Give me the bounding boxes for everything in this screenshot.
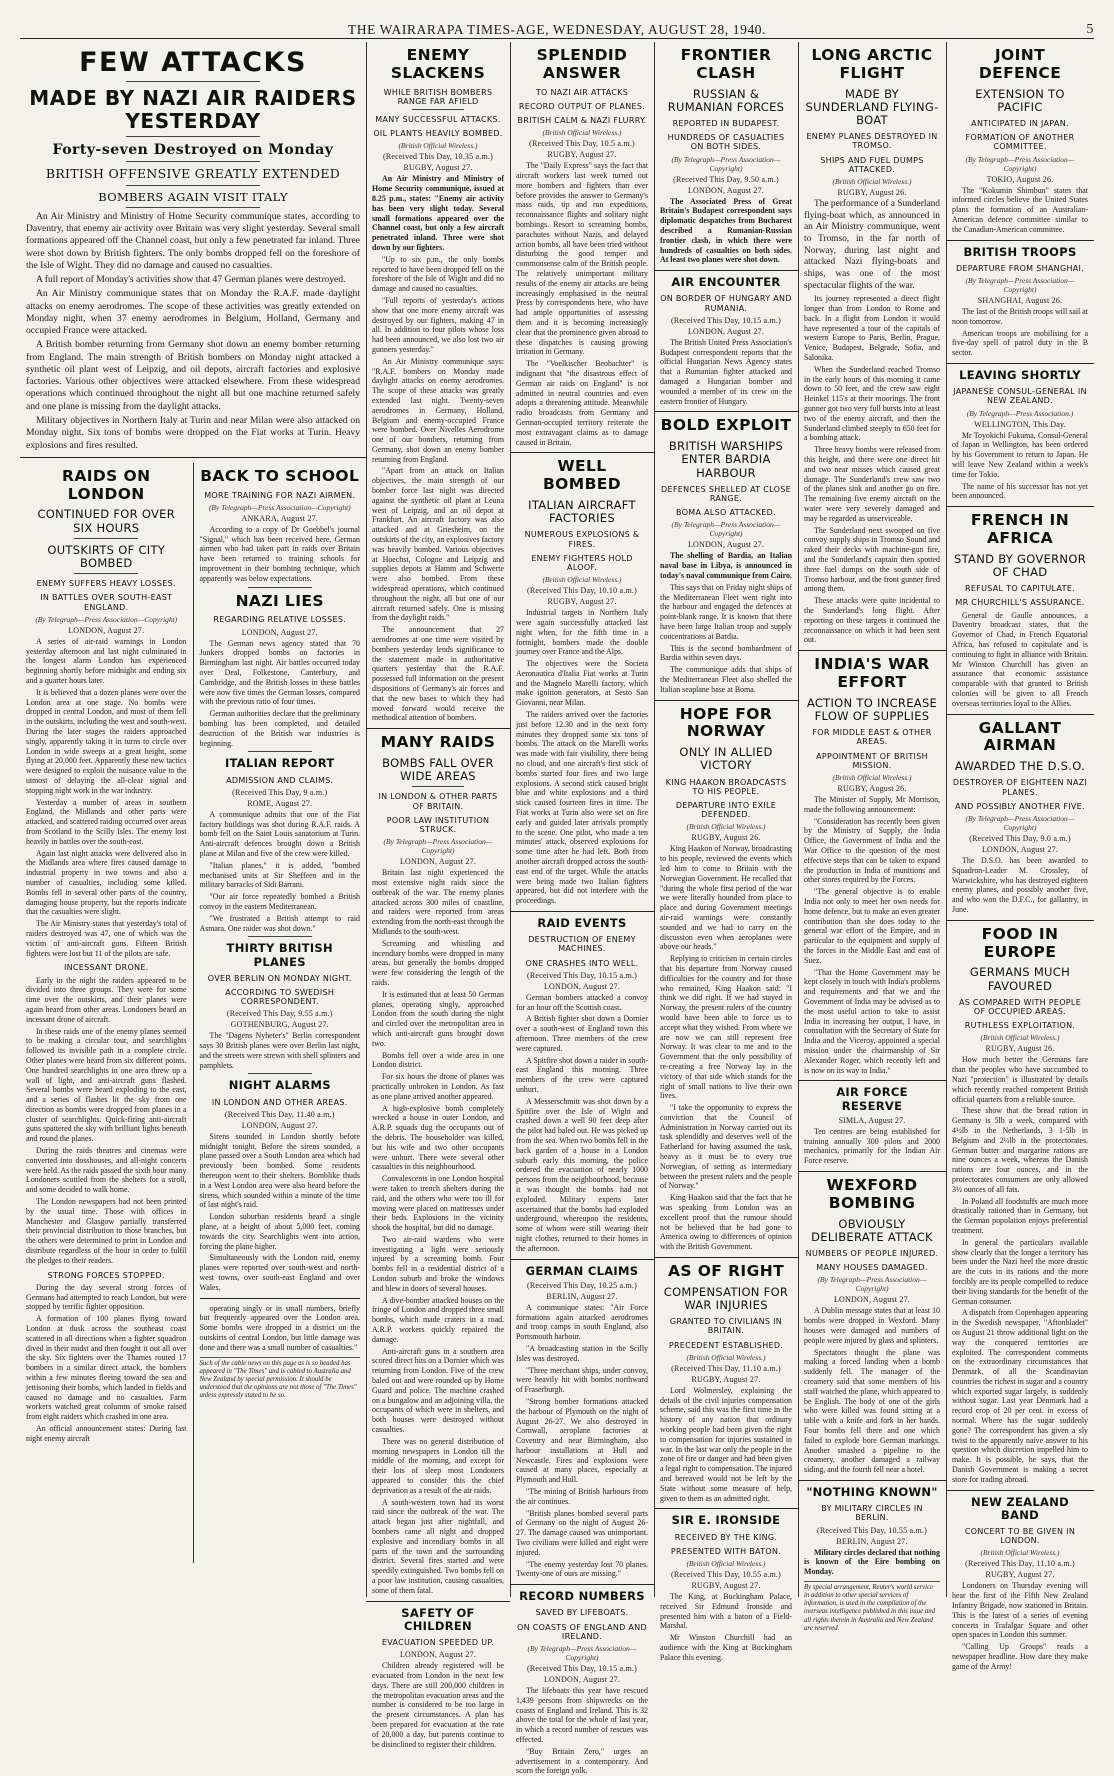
headline: "NOTHING KNOWN" — [806, 1484, 938, 1499]
article-body: An Air Ministry and Ministry of Home Security communique states, according to Daventry, that enemy air activity over Britain was very slight yesterday. Several small formations appeared off the Channel coast, but only a few penetrated far inland. Three were shot down by British fighters. The only bombs dropped fell on the foreshore of the Isle of Wight. They did no damage and caused no casualties. A full report of Monday's activities show that 47 German planes were destroyed. An Air Ministry communique states that on Monday the R.A.F. made daylight attacks on enemy aerodromes. The scope of these activities was greatly extended on Monday night, when 37 enemy aerodromes in Belgium, Holland, Germany and occupied France were attacked. A British bomber returning from Germany shot down an enemy bomber returning from England. The main strength of British bombers on Monday night attacked a synthetic oil plant west of Leipzig, and oil depots, aircraft factories and explosive factories. Various other objectives were attacked elsewhere. From these widespread operations which continued throughout the night all but one machine returned safely and one plane is missing from the daylight attacks. Military objectives in Northern Italy at Turin and near Milan were also attacked on Monday night. Six tons of bombs were dropped on the Fiat works at Turin. Heavy explosions and fires resulted. — [26, 210, 360, 451]
headline: BRITISH TROOPS — [963, 244, 1077, 259]
reuter-note: By special arrangement, Reuter's world service in addition to other special services of information, is used in the compilation of the overseas intelligence published in this issue and all rights therein in Australia and New Zealand are reserved. — [804, 1581, 940, 1633]
article-raid-events: RAID EVENTS DESTRUCTION OF ENEMY MACHINES. ONE CRASHES INTO WELL. (Received This Day, 10.15 a.m.) LONDON, August 27. German bombers attacked a convoy for an hour off the Scottish coast. A British fighter shot down a Dornier over a south-west of England town this afternoon. Three members of the crew were captured. A Spitfire shot down a raider in south-east England this morning. Three members of the crew were captured unhurt. A Messerschmitt was shot down by a Spitfire over the Isle of Wight and crashed down a well 90 feet deep after the pilot had baled out. He was picked up from the sea. When two bombs fell in the back garden of a house in a London suburb early this morning, the police ordered the evacuation of nearly 1000 persons from the neighbourhood, because it was thought the bombs had not exploded. Military experts later ascertained that the bombs had exploded underground, whereupon the residents, some of whom were still wearing their night clothes, returned to their homes in the afternoon. — [516, 916, 648, 1253]
headline: RAID EVENTS — [537, 916, 627, 931]
article-long-arctic-flight: LONG ARCTIC FLIGHT MADE BY SUNDERLAND FLYING-BOAT ENEMY PLANES DESTROYED IN TROMSO. SHIPS AND FUEL DUMPS ATTACKED. (British Official Wireless.) RUGBY, August 26. The performance of a Sunderland flying-boat which, as announced in an Air Ministry communique, went to Tromso, in the far north of Norway, during last night and attacked Nazi flying-boats and ships, was one of the most spectacular flights of the war. Its journey represented a direct flight longer than from London to Rome and back. In a flight from London it would have represented a tour of the capitals of western Europe to Paris, Berlin, Prague, Venice, Budapest, Belgrade, Sofia, and Salonika. When the Sunderland reached Tromso in the early hours of this morning it came down to 50 feet, and the crew saw eight Heinkel 115's at their moorings. The front gunner got two very full bursts into at least two of the enemy aircraft, and then the Sunderland climbed steeply to 650 feet for a bombing attack. Three heavy bombs were released from this height, and there were one direct hit and two near misses which caused great damage. The Sunderland's crew saw two of the planes sink and another go on fire. The remaining five enemy aircraft on the water were very severely damaged and may be regarded as unserviceable. The Sunderland next swooped on five convoy supply ships in Tromso Sound and raked their decks with machine-gun fire, and the Sunderland's captain then spotted three fuel dumps on the south side of Tromso harbour, and the front gunner fired among them. These attacks were quite incidental to the Sunderland's long flight. After reporting on these targets it continued the reconnaissance on which it had been sent out. — [804, 46, 940, 645]
article-well-bombed: WELL BOMBED ITALIAN AIRCRAFT FACTORIES NUMEROUS EXPLOSIONS & FIRES. ENEMY FIGHTERS HOLD ALOOF. (British Official Wireless.) (Received This Day, 10.10 a.m.) RUGBY, August 27. Industrial targets in Northern Italy were again successfully attacked last night when, for the fifth time in a fortnight, bombers made the double journey over France and the Alps. The objectives were the Societa Aeronautica d'Italia Fiat works at Turin and the Magnelo Marelli factory, which make ignition generators, at Sesto San Giovanni, near Milan. The raiders arrived over the factories just before 12.30 and in the next forty minutes they dropped some six tons of bombs. The attack on the Marelli works was made with fair visibility, there being no cloud, and one aircraft's first stick of bombs started four fires and two large explosions. A second stick caused bright blue and white explosions and a third stick caused fourteen fires in time. The Fiat works at Turin also were set on fire early and guided later arrivals promptly to the scene. One pilot, who made a ten minutes' attack, observed explosions for some time after he had left. Both from another aircraft dropped across the south-east end of the target. While the attacks were being made two Italian fighters appeared, but did not interfere with the proceedings. — [516, 457, 648, 906]
article-nazi-lies: NAZI LIES REGARDING RELATIVE LOSSES. LONDON, August 27. The German news agency stated that 70 Junkers dropped bombs on factories in Birmingham last night. Air battles occurred today over Deal, Folkestone, Canterbury, and Cambridge, and the British losses in these battles were now five times the German losses, compared with the previous ratio of four times. German authorities declare that the preliminary bombing has been completed, and detailed destruction of the British war industries is beginning. — [199, 591, 360, 748]
headline: NEW ZEALAND BAND — [971, 1494, 1069, 1522]
headline: ENEMY SLACKENS — [390, 46, 486, 82]
headline: RECORD NUMBERS — [519, 1589, 645, 1604]
headline: FEW ATTACKS — [79, 47, 307, 78]
article-safety-of-children: SAFETY OF CHILDREN EVACUATION SPEEDED UP. LONDON, August 27. Children already registered will be evacuated from London in the next few days. There are still 200,000 children in the metropolitan evacuation areas and the number is considered to be too large in the present circumstances. A plan has been prepared for evacuation at the rate of 20,000 a day, but parents continue to be disinclined to register their children. — [372, 1605, 504, 1749]
headline: SIR E. IRONSIDE — [671, 1513, 781, 1528]
article-nothing-known: "NOTHING KNOWN" BY MILITARY CIRCLES IN BERLIN. (Received This Day, 10.55 a.m.) BERLIN, August 27. Military circles declared that nothing is known of the Eire bombing on Monday. By special arrangement, Reuter's world service in addition to other special services of information, is used in the compilation of the overseas intelligence published in this issue and all rights therein in Australia and New Zealand are reserved. — [804, 1484, 940, 1632]
article-food-in-europe: FOOD IN EUROPE GERMANS MUCH FAVOURED AS COMPARED WITH PEOPLE OF OCCUPIED AREAS. RUTHLESS EXPLOITATION. (British Official Wireless.) RUGBY, August 26. How much better the Germans fare than the peoples who have succumbed to Nazi "protection" is illustrated by details which recently reached competent British official quarters from a reliable source. These show that the bread ration in Germany is 5lb a week, compared with 4½lb in the Netherlands, 3 1-5lb in Belgium and 2½lb in the protectorates. German butter and margarine rations are nine ounces a week, whereas the Danish rations are four ounces, and in the protectorates consumers are only allowed 3½ ounces of all fats. In Poland all foodstuffs are much more drastically rationed than in Germany, but the German population enjoys preferential treatment. In general the particulars available show clearly that the longer a territory has been under the Nazi heel the more drastic are the cuts in its rations and the more forcibly are its people compelled to reduce their living standards for the benefit of the German consumer. A dispatch from Copenhagen appearing in the Swedish newspaper, "Aftonbladet" on August 21 throw additional light on the way the conquered territories are exploited. The correspondent comments on the extraordinary circumstances that Denmark, of all the Scandinavian countries the richest in sugar and a country which exported sugar largely, is suddenly without sugar. Last year Denmark had a record crop of 20 per cent. in excess of normal. Where has the sugar suddenly gone? The correspondent has given a sly twist to the apparently naive answer to his question which discretion impelled him to make. It is possible, he says, that the Danish Government is making a secret store for trading abroad. — [952, 924, 1088, 1484]
article-splendid-answer: SPLENDID ANSWER TO NAZI AIR ATTACKS RECORD OUTPUT OF PLANES. BRITISH CALM & NAZI FLURRY. (British Official Wireless.) (Received This Day, 10.5 a.m.) RUGBY, August 27. The "Daily Express" says the fact that aircraft workers last week turned out more bombers and fighters than ever before provides the answer to Germany's mass raids, tip and run expeditions, reconnaissance flights and solitary night bombings. Resort to screaming bombs, parachutes without Nazis, and delayed action bombs, all have been tried without disturbing the good temper and commonsense calm of the British people. The relatively unimportant military results of the enemy air attacks are being increasingly emphasised in the neutral Press by correspondents here, who have had ample opportunities of assessing them and it is becoming increasingly clear that the prominence given abroad to these dispatches is causing growing irritation in Germany. The "Voelkischer Beobachter" is indignant that "the disastrous effect of German air raids on England" is not admitted in neutral countries and even adopts a threatening attitude. Meanwhile radio broadcasts from Germany and German-occupied territory reiterate the most extravagant claims as to damage caused in Britain. — [516, 46, 648, 447]
article-new-zealand-band: NEW ZEALAND BAND CONCERT TO BE GIVEN IN LONDON. (British Official Wireless.) (Received This Day, 11.10 a.m.) RUGBY, August 27. Londoners on Thursday evening will hear the first of the Fifth New Zealand Infantry Brigade, now stationed in Britain. This is the latest of a series of evening concerts in Trafalgar Square and other open spaces in London this summer. "Calling Up Groups" reads a newspaper headline. How dare they make game of the Army! — [952, 1494, 1088, 1671]
article-back-to-school: BACK TO SCHOOL MORE TRAINING FOR NAZI AIRMEN. (By Telegraph—Press Association—Copyright) ANKARA, August 27. According to a copy of Dr Goebbel's journal "Signal," which has been received here, German airmen who had taken part in raids over Britain have been returned to training schools for improvement in their bombing technique, which apparently was below expectations. — [199, 466, 360, 583]
article-enemy-slackens: ENEMY SLACKENS WHILE BRITISH BOMBERS RANGE FAR AFIELD MANY SUCCESSFUL ATTACKS. OIL PLANTS HEAVILY BOMBED. (British Official Wireless.) (Received This Day, 10.35 a.m.) RUGBY, August 27. An Air Ministry and Ministry of Home Security communique, issued at 8.25 p.m., states: "Enemy air activity has been very slight today. Several small formations appeared over the Channel coast, but only a few aircraft penetrated inland. Three were shot down by our fighters. "Up to six p.m., the only bombs reported to have been dropped fell on the foreshore of the Isle of Wight and did no damage and caused no casualties. "Full reports of yesterday's actions show that one more enemy aircraft was destroyed by our fighters, making 47 in all. In addition to four pilots whose loss had been announced, we also lost two air gunners yesterday." An Air Ministry communique says: "R.A.F. bombers on Monday made daylight attacks on enemy aerodromes. The scope of these attacks was greatly extended last night. Twenty-seven aerodromes in Germany, Holland, Belgium and enemy-occupied France were bombed. Over Nivelles Aerodrome one of our bombers, returning from Germany, shot down an enemy bomber returning from England. "Apart from an attack on Italian objectives, the main strength of our bomber force last night was directed against the synthetic oil plant at Leuna west of Leipzig, and an oil depot at Frankfurt. An aircraft factory was also attacked and at Griesheim, on the outskirts of the city, an explosives factory was heavily bombed. Various objectives at Hoechst, Cologne and Leipzig and supplies depots at Hamm and Schwerte were also bombed. From these widespread operations, which continued throughout the night, all but one of our aircraft returned safely. One is missing from the daylight raids." The announcement that 27 aerodromes at one time were visited by bombers yesterday lends significance to the statement made in authoritative quarters yesterday that the R.A.F. possessed full information on the present dispositions of Germany's air forces and that the new bases to which they had moved forward would receive the methodical attention of bombers. — [372, 46, 504, 723]
headline: BOLD EXPLOIT — [660, 416, 792, 435]
article-many-raids: MANY RAIDS BOMBS FALL OVER WIDE AREAS IN LONDON & OTHER PARTS OF BRITAIN. POOR LAW INSTITUTION STRUCK. (By Telegraph—Press Association—Copyright) LONDON, August 27. Britain last night experienced the most extensive night raids since the outbreak of the war. The enemy planes attacked across 300 miles of coastline, and raiders were reported from areas extending from the north-east through the Midlands to the south-west. Screaming and whistling and incendiary bombs were dropped in many areas, but generally the bombs dropped were few considering the length of the raids. It is estimated that at least 50 German planes, operating singly, approached London from the south during the night and circled over the metropolitan area in which anti-aircraft guns brought down two. Bombs fell over a wide area in one London district. For six hours the drone of planes was practically unbroken in London. As fast as one plane arrived another appeared. A high-explosive bomb completely wrecked a house in outer London, and A.R.P. squads dug the occupants out of the debris. The householder was killed, but his wife and two other occupants were unhurt. There were several other casualties in this neighbourhood. Convalescents in one London hospital were taken to trench shelters during the raid, and the others who were too ill for moving were placed on mattresses under their beds. Explosions in the vicinity shook the hospital, but did no damage. Two air-raid wardens who were investigating a light were seriously injured by a screaming bomb. Four bombs fell in a residential district of a London suburb and broke the windows and blew in doors of several houses. A dive-bomber attacked houses on the fringe of London and dropped three small bombs, which made craters in a road. A.R.P. workers quickly repaired the damage. Anti-aircraft guns in a southern area scored direct hits on a Dornier which was returning from London. Five of the crew baled out and were rounded up by Home Guard and police. The machine crashed on a bungalow and an adjoining villa, the occupants of which were in shelters, and both houses were destroyed without casualties. There was no general distribution of morning newspapers in London till the middle of the morning, and except for their lots of sleep most Londoners appeared to consider this the chief deprivation as a result of the air raids. A south-western town had its worst raid since the outbreak of the war. The attack began just after nightfall, and bombers came all night and dropped explosive and incendiary bombs in all parts of the town and the surrounding district. Several fires started and were speedily extinguished. Two bombs fell on a poor law institution, causing casualties, some of them fatal. — [372, 733, 504, 1595]
column-3 — [366, 42, 511, 1749]
headline: WELL BOMBED — [542, 457, 622, 494]
headline: GERMAN CLAIMS — [525, 1263, 639, 1278]
headline: BACK TO SCHOOL — [200, 466, 360, 485]
article-thirty-british-planes: THIRTY BRITISH PLANES OVER BERLIN ON MONDAY NIGHT. ACCORDING TO SWEDISH CORRESPONDENT. (Received This Day, 9.55 a.m.) GOTHENBURG, August 27. The "Dagens Nyheter's" Berlin correspondent says 30 British planes were over Berlin last night, and the streets were strewn with shell splinters and pamphlets. — [199, 941, 360, 1070]
masthead — [20, 12, 1094, 39]
article-hope-for-norway: HOPE FOR NORWAY ONLY IN ALLIED VICTORY KING HAAKON BROADCASTS TO HIS PEOPLE. DEPARTURE INTO EXILE DEFENDED. (British Official Wireless.) RUGBY, August 26. King Haakon of Norway, broadcasting to his people, reviewed the events which led him to come to Britain with the Norwegian Government. He recalled that "during the whole first period of the war we were literally hounded from place to place and during Government meetings air-raid warnings were constantly sounded and we had to carry on the discussion even when aeroplanes were above our heads." Replying to criticism in certain circles that his departure from Norway caused difficulties for the country and for those who remained, King Haakon said: "I think we did right. If we had stayed in Norway, the present rulers of the country would have been able to force us to accept what they wished. From where we are now we can still represent free Norway. It was clear to me and to the Government that the only possibility of re-creating a free Norway lay in the victory of that side which stands for the right of small nations to live their own lives. "I take the opportunity to express the conviction that the Council of Administration in Norway carried out its task splendidly and deserves well of the Fatherland for having assumed the task, heavy as it must be to every true Norwegian, of setting as intermediary between the present rulers and the people of Norway." King Haakon said that the fact that he was speaking from London was an excellent proof that the rumour should not be believed that he had gone to America owing to differences of opinion with the British Government. — [660, 704, 792, 1252]
newspaper-page — [20, 42, 1094, 1776]
article-wexford-bombing: WEXFORD BOMBING OBVIOUSLY DELIBERATE ATTACK NUMBERS OF PEOPLE INJURED. MANY HOUSES DAMAGED. (By Telegraph—Press Association—Copyright) LONDON, August 27. A Dublin message states that at least 10 bombs were dropped in Wexford. Many houses were damaged and numbers of people were injured by glass and splinters. Spectators thought the plane was making a forced landing when a bomb suddenly fell. The manager of the creamery said that some members of his staff watched the plane, which appeared to be English. The body of one of the girls who were killed was found sitting at a table with a knife and fork in her hands. Four bombs fell there and one which failed to explode bore German markings. Another smashed a pipeline to the creamery, another damaged a railway siding, and the fourth fell near a hotel. — [804, 1175, 940, 1475]
article-body: A series of air-raid warnings in London yesterday afternoon and last night culminated in the longest alarm London has experienced beginning shortly before midnight and ending six and a quarter hours later. It is believed that a dozen planes were over the London area at one stage. No bombs were dropped in central London, and most of them fell in the outskirts, including the west and south-west. During the later stages the raiders approached singly, apparently taking it in turns to circle over London in wide sweeps at a great height, some flying at 20,000 feet. Apparently these new tactics were designed to exploit the nuisance value to the utmost of delaying the all-clear signal and stopping night work in the war industry. Yesterday a number of areas in southern England, the Midlands and other parts were attacked, and scattered raiding occurred over areas from Scotland to the Scilly Isles. The enemy lost heavily in battles over the south-east. Again last night attacks were delivered also in the Midlands area where fires caused damage to industrial property in two towns and also a number of casualties, including some killed. Bombs fell in several other parts of the country, damaging house property, but the reports indicate that the casualties were slight. The Air Ministry states that yesterday's total of raiders destroyed was 47, one of which was the victim of anti-aircraft guns. Fifteen British fighters were lost but 11 of the pilots are safe. — [26, 636, 187, 958]
headline: FRENCH IN AFRICA — [970, 511, 1070, 547]
headline: THIRTY BRITISH PLANES — [226, 941, 333, 969]
article-few-attacks — [20, 47, 366, 452]
headline: LEAVING SHORTLY — [959, 368, 1081, 382]
article-as-of-right: AS OF RIGHT COMPENSATION FOR WAR INJURIES GRANTED TO CIVILIANS IN BRITAIN. PRECEDENT ESTABLISHED. (British Official Wireless.) (Received This Day, 11.10 a.m.) RUGBY, August 27. Lord Wolmersley, explaining the details of the civil injuries compensation scheme, said this was the first time in the history of any nation that ordinary working people had been given the right to compensation for injuries sustained in war. In the last war only the people in the zone of fire or danger and had been given a legal right to compensation. The injured and bereaved would not be left by the State without some measure of help, given to them as an admitted right. — [660, 1262, 792, 1503]
article-gallant-airman: GALLANT AIRMAN AWARDED THE D.S.O. DESTROYER OF EIGHTEEN NAZI PLANES. AND POSSIBLY ANOTHER FIVE. (By Telegraph—Press Association—Copyright) (Received This Day, 9.0 a.m.) LONDON, August 27. The D.S.O. has been awarded to Squadron-Leader M. Crossley, of Warwickshire, who has destroyed eighteen enemy planes, and possibly another five, and who won the D.F.C., for gallantry, in June. — [952, 718, 1088, 914]
column-2-lower — [194, 463, 367, 1563]
headline: FRONTIER CLASH — [680, 46, 772, 82]
headline: LONG ARCTIC FLIGHT — [811, 46, 933, 82]
article-raids-on-london: RAIDS ON LONDON CONTINUED FOR OVER SIX HOURS OUTSKIRTS OF CITY BOMBED ENEMY SUFFERS HEAVY LOSSES. IN BATTLES OVER SOUTH-EAST ENGLAND. (By Telegraph—Press Association—Copyright) LONDON, August 27. A series of air-raid warnings in London yesterday afternoon and last night culminated in the longest alarm London has experienced beginning shortly before midnight and ending six and a quarter hours later. It is believed that a dozen planes were over the London area at one stage. No bombs were dropped in central London, and most of them fell in the outskirts, including the west and south-west. During the later stages the raiders approached singly, apparently taking it in turns to circle over London in wide sweeps at a great height, some flying at 20,000 feet. Apparently these new tactics were designed to exploit the nuisance value to the utmost of delaying the all-clear signal and stopping night work in the war industry. Yesterday a number of areas in southern England, the Midlands and other parts were attacked, and scattered raiding occurred over areas from Scotland to the Scilly Isles. The enemy lost heavily in battles over the south-east. Again last night attacks were delivered also in the Midlands area where fires caused damage to industrial property in two towns and also a number of casualties, including some killed. Bombs fell in several other parts of the country, damaging house property, but the reports indicate that the casualties were slight. The Air Ministry states that yesterday's total of raiders destroyed was 47, one of which was the victim of anti-aircraft guns. Fifteen British fighters were lost but 11 of the pilots are safe. INCESSANT DRONE. Early in the night the raiders appeared to be divided into three groups. They were for some time over the outskirts, and their planes were again heard from other areas. Londoners heard an incessant drone of aircraft. In these raids one of the enemy planes seemed to be making a circular tour, and searchlights followed its invisible path in a complete circle. Other planes were heard from six different points. One hundred searchlights in one area threw up a wall of light, and anti-aircraft guns flashed. Several bombs were heard exploding to the east, and a series of flashes lit the sky from one direction as bombs were dropped from planes in a cluster of searchlights. Quick-firing anti-aircraft guns spattered the sky with brilliant lights beneath and round the planes. During the raids theatres and cinemas were converted into dosshouses, and all-night concerts were held. As the raids passed the sixth hour many Londoners scuttled from the shelters for a stroll, and some decided to walk home. The London newspapers had not been printed by the usual time. Those with offices in Manchester and Glasgow partially transferred their provincial distribution to those branches, but the others were determined to print in London and distribute regardless of the hour in order to fulfil the pledges to their readers. STRONG FORCES STOPPED. During the day several strong forces of Germans had attempted to reach London, but were stopped by terrific fighter opposition. A formation of 100 planes flying toward London at dusk across the southeast coast scattered in all directions when a fighter squadron dived in their midst and then fought it out all over the sky. Six fighters over the Thames routed 17 bombers in a similar direct attack, the bombers within a few minutes fleeing toward the sea and jettisoning their bombs, which landed in fields and caused no damage and no casualties. Farm workers watched great columns of smoke raised from eight raiders which crashed in one area. An official announcement states: During last night enemy aircraft — [20, 463, 194, 1563]
newspaper-title: THE WAIRARAPA TIMES-AGE, WEDNESDAY, AUGUST 28, 1940. — [347, 22, 767, 37]
headline: MANY RAIDS — [380, 733, 496, 752]
article-record-numbers: RECORD NUMBERS SAVED BY LIFEBOATS. ON COASTS OF ENGLAND AND IRELAND. (By Telegraph—Press Association—Copyright) (Received This Day, 10.15 a.m.) LONDON, August 27. The lifeboats this year have rescued 1,439 persons from shipwrecks on the coasts of England and Ireland. This is 32 above the total for the whole of last year, in which a record number of rescues was effected. "Buy Britain Zero," urges an advertisement in a contemporary. And scorn the foreign yolk. — [516, 1589, 648, 1776]
headline: HOPE FOR NORWAY — [679, 704, 773, 741]
headline: ITALIAN REPORT — [224, 756, 335, 771]
article-german-claims: GERMAN CLAIMS (Received This Day, 10.25 a.m.) BERLIN, August 27. A communique states: "Air Force formations again attacked aerodromes and troop camps in south England, also Portsmouth harbour. "A broadcasting station in the Scilly Isles was destroyed. "Three merchant ships, under convoy, were heavily hit with bombs northward of Fraserburgh. "Strong bomber formations attacked the harbour of Plymouth on the night of August 26-27. We also destroyed in Cornwall, aeroplane factories at Coventry and near Birmingham, also harbour installations at Hull and Newcastle. Fires and explosions were caused at many places, especially at Plymouth and Hull. "The mining of British harbours from the air continues. "British planes bombed several parts of Germany on the night of August 26-27. The damage caused was unimportant. Two civilians were killed and eight were injured. "The enemy yesterday lost 70 planes. Twenty-one of ours are missing." — [516, 1263, 648, 1579]
left-block — [20, 42, 367, 1597]
article-sir-e-ironside: SIR E. IRONSIDE RECEIVED BY THE KING. PRESENTED WITH BATON. (British Official Wireless.) (Received This Day, 10.55 a.m.) RUGBY, August 27. The King, at Buckingham Palace, received Sir Edmund Ironside and presented him with a baton of a Field-Marshal. Mr Winston Churchill had an audience with the King at Buckingham Palace this evening. — [660, 1513, 792, 1662]
article-british-troops: BRITISH TROOPS DEPARTURE FROM SHANGHAI. (By Telegraph—Press Association—Copyright) SHANGHAI, August 26. The last of the British troops will sail at noon tomorrow. American troops are mobilising for a five-day spell of patrol duty in the B sector. — [952, 244, 1088, 358]
headline: AIR ENCOUNTER — [671, 275, 781, 290]
article-night-alarms: NIGHT ALARMS IN LONDON AND OTHER AREAS. (Received This Day, 11.40 a.m.) LONDON, August 27. Sirens sounded in London shortly before midnight tonight. Before the sirens sounded, a plane passed over a South London area which had previously been bombed. Some residents thereupon went to their shelters. Bomblike thuds in a West London area were also heard before the sirens, which sounded within a minute of the time of last night's raid. London suburban residents heard a single plane, at a height of about 5,000 feet, coming towards the city. Searchlights went into action, forcing the plane higher. Simultaneously with the London raid, enemy planes were reported over south-west and north-west towns, over south-east England and over Wales. operating singly or in small numbers, briefly but frequently appeared over the London area. Some bombs were dropped in a district on the outskirts of central London, but little damage was done and there was a small number of casualties." Such of the cable news on this page as is so headed has appeared in "The Times" and is cabled to Australia and New Zealand by special permission. It should be understood that the opinions are not those of "The Times" unless expressly stated to be so. — [199, 1078, 360, 1400]
headline: RAIDS ON LONDON — [62, 466, 151, 503]
article-indias-war-effort: INDIA'S WAR EFFORT ACTION TO INCREASE FLOW OF SUPPLIES FOR MIDDLE EAST & OTHER AREAS. APPOINTMENT OF BRITISH MISSION. (British Official Wireless.) RUGBY, August 26. The Minister of Supply, Mr Morrison, made the following announcement: "Consideration has recently been given by the Ministry of Supply, the India Office, the Government of India and the War Office to the question of the most effective steps that can be taken to expand the production in India of munitions and other stores required by the Forces. "The general objective is to enable India not only to meet her own needs for home defence, but to make an even greater contribution than she does today to the general war effort of the Empire, and in particular to the equipment and supply of the forces in the Middle East and east of Suez. "That the Home Government may be kept closely in touch with India's problems and requirements and that we and the Government of India may be advised as to the most useful action to take to assist India in increasing her output, I have, in consultation with the Secretary of State for India and the Viceroy, appointed a special mission under the chairmanship of Sir Alexander Roger, which recently left and is now on its way to India." — [804, 655, 940, 1075]
headline: NIGHT ALARMS — [228, 1078, 331, 1093]
article-joint-defence: JOINT DEFENCE EXTENSION TO PACIFIC ANTICIPATED IN JAPAN. FORMATION OF ANOTHER COMMITTEE. (By Telegraph—Press Association—Copyright) TOKIO, August 26. The "Kokumin Shimbun" states that informed circles believe the United States plans the formation of an Australian-American defence committee similar to the Canadian-American committee. — [952, 46, 1088, 234]
article-air-encounter: AIR ENCOUNTER ON BORDER OF HUNGARY AND RUMANIA. (Received This Day, 10.15 a.m.) LONDON, August 27. The British United Press Association's Budapest correspondent reports that the official Hungarian News Agency states that a Rumanian fighter attacked and damaged a Hungarian bomber and wounded a member of its crew on the eastern frontier of Hungary. — [660, 275, 792, 406]
headline: FOOD IN EUROPE — [981, 924, 1059, 961]
column-4 — [510, 42, 655, 1776]
copyright-note: Such of the cable news on this page as is so headed has appeared in "The Times" and is cabled to Australia and New Zealand by special permission. It should be understood that the opinions are not those of "The Times" unless expressly stated to be so. — [200, 1357, 361, 1401]
subheadline: MADE BY NAZI AIR RAIDERS YESTERDAY — [29, 86, 357, 134]
subheadline: BOMBERS AGAIN VISIT ITALY — [98, 189, 288, 204]
column-6 — [798, 42, 947, 1632]
headline: INDIA'S WAR EFFORT — [814, 655, 930, 691]
headline: JOINT DEFENCE — [978, 46, 1062, 82]
headline: AIR FORCE RESERVE — [836, 1085, 908, 1113]
page-number: 5 — [1086, 22, 1094, 37]
subheadline: BRITISH OFFENSIVE GREATLY EXTENDED — [45, 166, 341, 182]
subheadline: Forty-seven Destroyed on Monday — [52, 142, 334, 159]
headline: WEXFORD BOMBING — [826, 1175, 918, 1212]
headline: NAZI LIES — [235, 591, 324, 610]
column-7 — [946, 42, 1094, 1671]
headline: AS OF RIGHT — [667, 1262, 785, 1281]
headline: GALLANT AIRMAN — [978, 718, 1062, 755]
article-air-force-reserve: AIR FORCE RESERVE SIMLA, August 27. Ten centres are being established for training annually 300 pilots and 2000 mechanics, primarily for the Indian Air Force reserve. — [804, 1085, 940, 1166]
article-frontier-clash: FRONTIER CLASH RUSSIAN & RUMANIAN FORCES REPORTED IN BUDAPEST. HUNDREDS OF CASUALTIES ON BOTH SIDES. (By Telegraph—Press Association—Copyright) (Received This Day, 9.50 a.m.) LONDON, August 27. The Associated Press of Great Britain's Budapest correspondent says diplomatic despatches from Bucharest described a Rumanian-Russian frontier clash, in which there were hundreds of casualties on both sides. At least two planes were shot down. — [660, 46, 792, 265]
headline: SAFETY OF CHILDREN — [401, 1605, 475, 1633]
article-italian-report: ITALIAN REPORT ADMISSION AND CLAIMS. (Received This Day, 9 a.m.) ROME, August 27. A communique admits that one of the Fiat factory buildings was shot during R.A.F. raids. A bomb fell on the Saint Louis sanatorium at Turin. Anti-aircraft defences brought down a British plane at Milan and five of the crew were killed. "Italian planes," it is added, "bombed mechanised units at Sir Sheffeen and in the military barracks of Sidi Barrani. "Our air force repeatedly bombed a British convoy in the eastern Mediterranean. "We frustrated a British attempt to raid Asmara. One raider was shot down." — [199, 756, 360, 933]
article-leaving-shortly: LEAVING SHORTLY JAPANESE CONSUL-GENERAL IN NEW ZEALAND. (By Telegraph—Press Association.) WELLINGTON, This Day. Mr Toyokichi Fukuma, Consul-General of Japan in Wellington, has been ordered by his Government to return to Japan. He will leave New Zealand within a week's time for Tokio. The name of his successor has not yet been announced. — [952, 368, 1088, 501]
article-french-in-africa: FRENCH IN AFRICA STAND BY GOVERNOR OF CHAD REFUSAL TO CAPITULATE. MR CHURCHILL'S ASSURANCE. General de Gaulle announces, a Daventry broadcast states, that the Governor of Chad, in French Equatorial Africa, has refused to capitulate and is continuing to fight in alliance with Britain. Mr Winston Churchill has given an assurance that economic assistance comparable with that granted to British colonies will be given to all French overseas territories loyal to the Allies. — [952, 511, 1088, 708]
column-5 — [654, 42, 799, 1662]
headline: SPLENDID ANSWER — [536, 46, 628, 82]
article-bold-exploit: BOLD EXPLOIT BRITISH WARSHIPS ENTER BARDIA HARBOUR DEFENCES SHELLED AT CLOSE RANGE. BOMA ALSO ATTACKED. (By Telegraph—Press Association—Copyright) LONDON, August 27. The shelling of Bardia, an Italian naval base in Libya, is announced in today's naval communique from Cairo. This says that on Friday night ships of the Mediterranean Fleet went right into the harbour and engaged the defences at point-blank range. It is known that there have been large Italian troop and supply concentrations at Bardia. This is the second bombardment of Bardia within seven days. The communique adds that ships of the Mediterranean Fleet also shelled the Italian seaplane base at Boma. — [660, 416, 792, 694]
